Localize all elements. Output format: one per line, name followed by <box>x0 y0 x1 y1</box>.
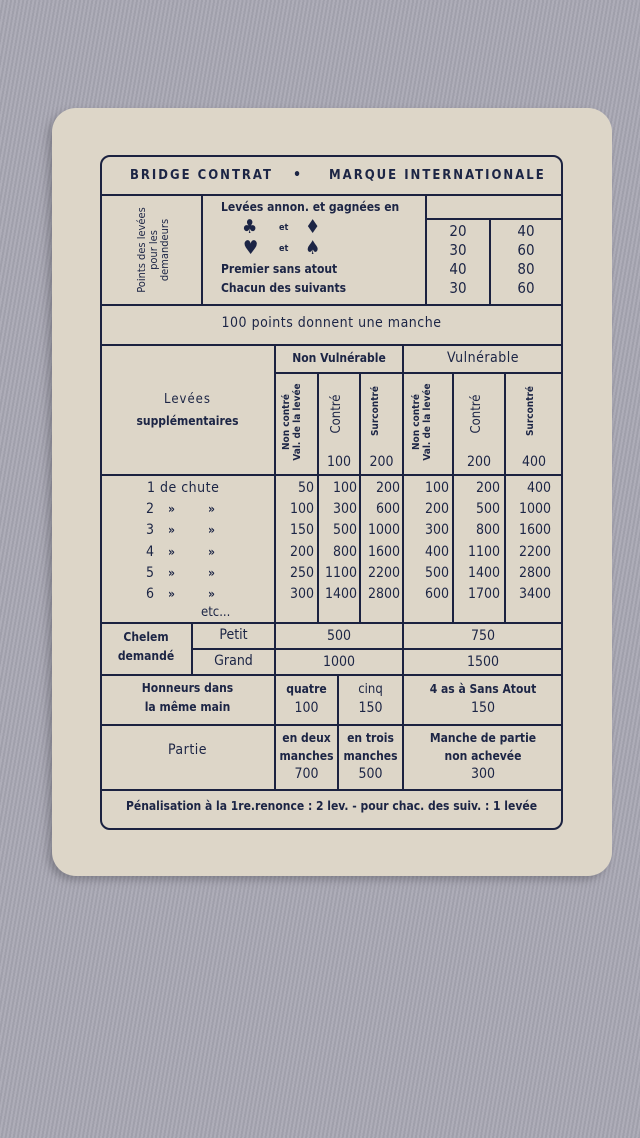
divider <box>101 674 562 676</box>
trick-value: 20 <box>449 222 467 240</box>
honors-aces-value: 150 <box>470 700 496 716</box>
col-header-nv-redoubled: Surcontré <box>370 385 381 437</box>
trick-value: 30 <box>449 279 467 297</box>
honors-label-line1: Honneurs dans <box>141 681 234 695</box>
divider <box>101 344 562 346</box>
divider <box>101 304 562 306</box>
trick-value-doubled: 60 <box>517 241 535 259</box>
undertrick-num: 5 <box>146 565 155 581</box>
trick-value-doubled: 80 <box>517 260 535 278</box>
grand-slam-label: Grand <box>214 653 253 669</box>
overtricks-label-line1: Levées <box>164 392 211 407</box>
slam-label-line2: demandé <box>117 649 175 663</box>
ditto-mark: » <box>208 587 215 601</box>
game-note: 100 points donnent une manche <box>221 315 442 331</box>
small-slam-nv: 500 <box>326 628 352 644</box>
divider <box>101 194 562 196</box>
title-left: BRIDGE CONTRAT <box>130 168 273 183</box>
notrump-subsequent-label: Chacun des suivants <box>221 281 347 295</box>
divider <box>359 373 361 623</box>
undertrick-num: 3 <box>146 522 155 538</box>
overtrick-value: 200 <box>466 454 492 470</box>
overtrick-value: 100 <box>326 454 352 470</box>
rubber-two-line1: en deux <box>282 731 331 745</box>
clubs-icon: ♣ <box>242 216 258 238</box>
col-header-v-redoubled: Surcontré <box>525 385 536 437</box>
ditto-mark: » <box>208 566 215 580</box>
divider <box>101 474 562 476</box>
rubber-two-value: 700 <box>294 766 319 782</box>
grand-slam-nv: 1000 <box>322 654 356 670</box>
divider <box>101 789 562 791</box>
revoke-penalty-note: Pénalisation à la 1re.renonce : 2 lev. - pour chac. des suiv. : 1 levée <box>125 799 538 813</box>
col-header-nv-doubled: Contré <box>329 394 344 434</box>
ditto-mark: » <box>208 502 215 516</box>
et-label: et <box>279 244 289 254</box>
ditto-mark: » <box>168 545 175 559</box>
rubber-unfinished-line1: Manche de partie <box>429 731 537 745</box>
ditto-mark: » <box>168 523 175 537</box>
overtrick-value: 200 <box>369 454 394 470</box>
trick-points-side-label: Points des levées pour les demandeurs <box>135 207 172 293</box>
rubber-three-value: 500 <box>358 766 383 782</box>
rubber-three-line2: manches <box>343 749 398 763</box>
trick-points-heading: Levées annon. et gagnées en <box>221 200 400 214</box>
et-label: et <box>279 223 289 233</box>
honors-five-label: cinq <box>358 682 383 697</box>
divider <box>201 195 203 305</box>
ditto-mark: » <box>208 545 215 559</box>
ditto-mark: » <box>208 523 215 537</box>
divider <box>504 373 506 623</box>
overtrick-value: 400 <box>521 454 547 470</box>
honors-five-value: 150 <box>358 700 383 716</box>
title-right: MARQUE INTERNATIONALE <box>329 168 546 183</box>
honors-aces-label: 4 as à Sans Atout <box>429 682 537 696</box>
title-bullet: • <box>293 167 302 183</box>
ditto-mark: » <box>168 502 175 516</box>
rubber-unfinished-value: 300 <box>470 766 496 782</box>
divider <box>425 218 562 220</box>
rubber-label: Partie <box>167 742 208 758</box>
trick-value: 40 <box>449 260 467 278</box>
col-header-v-doubled: Contré <box>469 394 484 434</box>
trick-value-doubled: 40 <box>517 222 535 240</box>
trick-value: 30 <box>449 241 467 259</box>
divider <box>101 622 562 624</box>
group-vulnerable: Vulnérable <box>446 350 520 366</box>
small-slam-label: Petit <box>219 627 248 643</box>
ditto-mark: » <box>168 566 175 580</box>
honors-label-line2: la même main <box>144 700 231 714</box>
hearts-icon: ♥ <box>243 237 259 259</box>
spades-icon: ♠ <box>305 237 321 259</box>
notrump-first-label: Premier sans atout <box>221 262 338 276</box>
grand-slam-v: 1500 <box>466 654 500 670</box>
divider <box>317 373 319 623</box>
col-header-nv-undoubled: Non contré Val. de la levée <box>281 383 303 461</box>
divider <box>101 724 562 726</box>
rubber-unfinished-line2: non achevée <box>444 749 522 763</box>
undertrick-num: 6 <box>146 586 155 602</box>
slam-label-line1: Chelem <box>123 630 169 644</box>
divider <box>452 373 454 623</box>
undertrick-label: 1 de chute <box>147 480 220 496</box>
ditto-mark: » <box>168 587 175 601</box>
overtricks-label-line2: supplémentaires <box>136 414 239 428</box>
group-non-vulnerable: Non Vulnérable <box>292 351 386 365</box>
small-slam-v: 750 <box>470 628 496 644</box>
divider <box>192 648 562 650</box>
rubber-three-line1: en trois <box>347 731 394 745</box>
undertrick-num: 4 <box>146 544 155 560</box>
undertrick-num: 2 <box>146 501 155 517</box>
rubber-two-line2: manches <box>279 749 334 763</box>
honors-four-value: 100 <box>294 700 319 716</box>
honors-four-label: quatre <box>286 682 327 696</box>
etc-label: etc... <box>201 605 231 620</box>
trick-value-doubled: 60 <box>517 279 535 297</box>
diamonds-icon: ♦ <box>305 216 321 238</box>
col-header-v-undoubled: Non contré Val. de la levée <box>411 383 433 461</box>
